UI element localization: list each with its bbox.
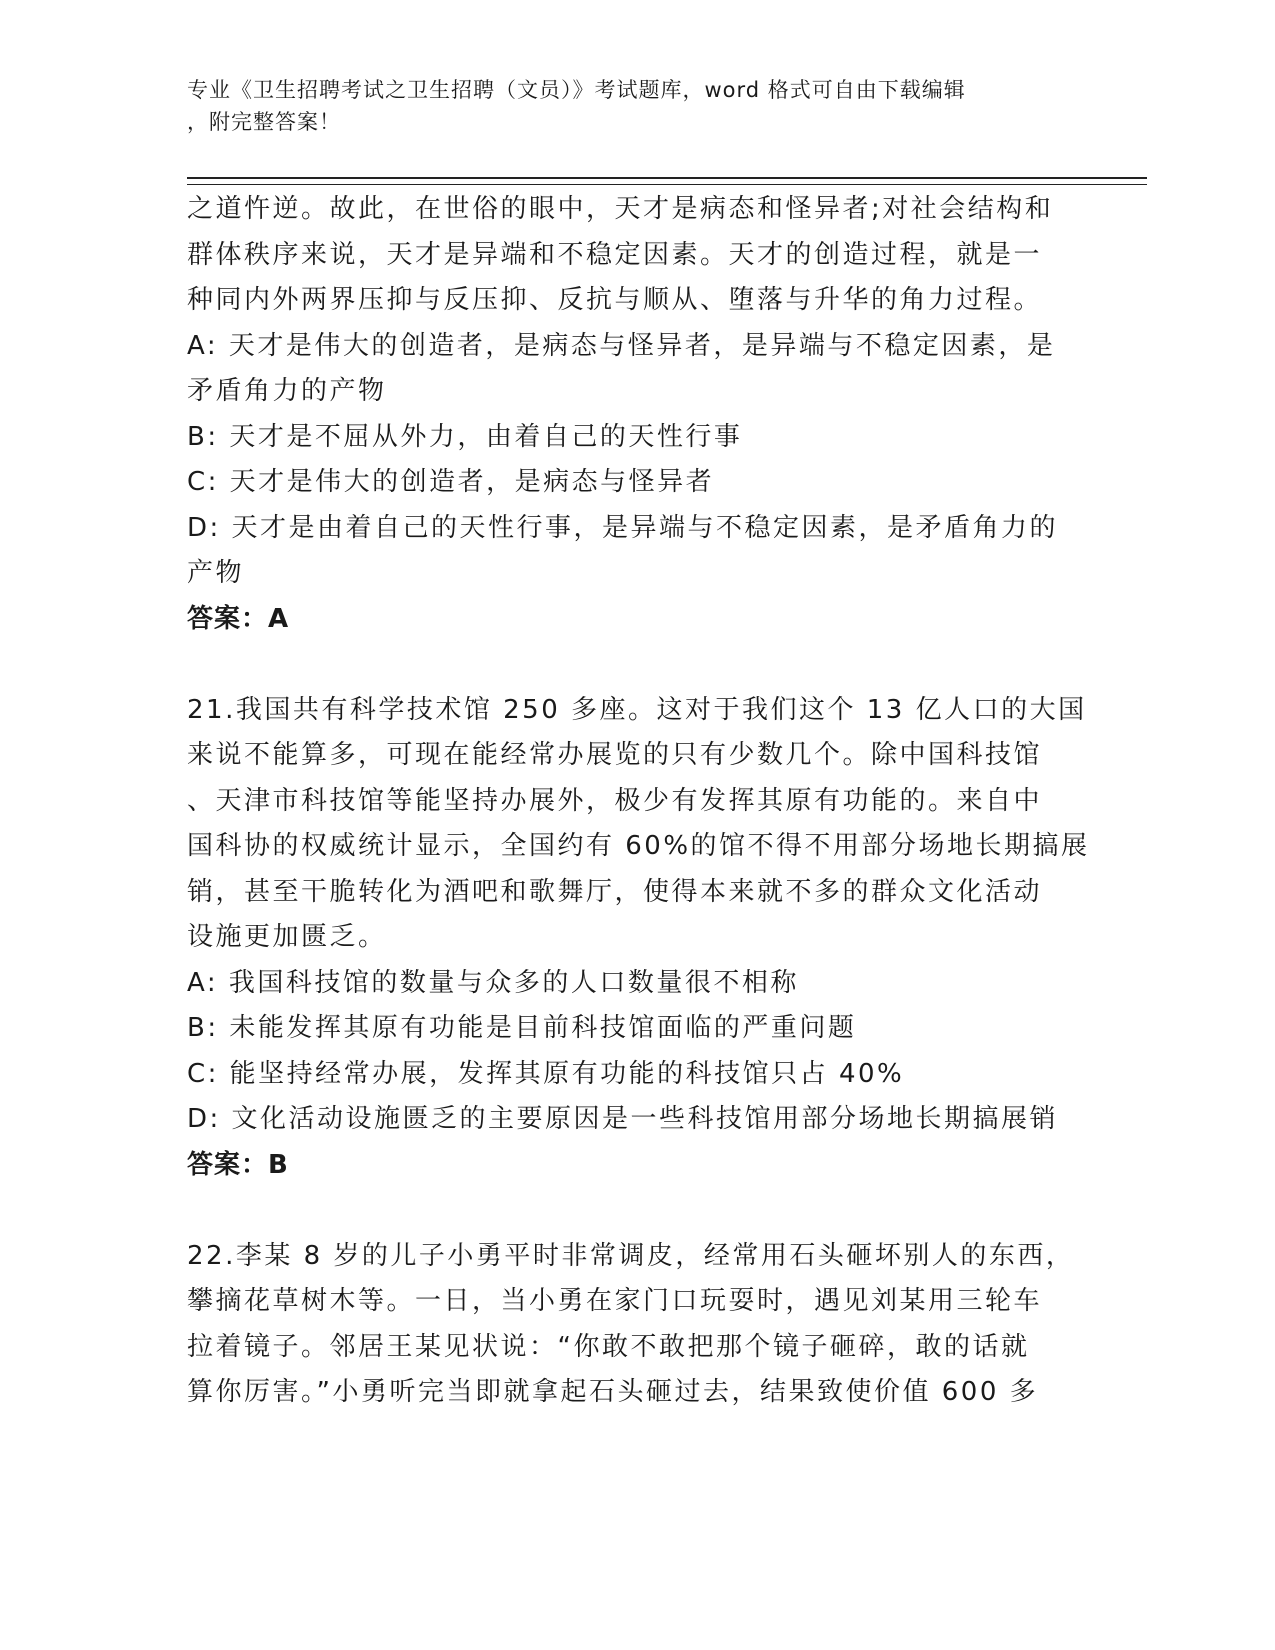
spacer — [187, 642, 1087, 688]
option-d: D: 文化活动设施匮乏的主要原因是一些科技馆用部分场地长期搞展销 — [187, 1104, 1059, 1134]
question-stem-line: 销，甚至干脆转化为酒吧和歌舞厅，使得本来就不多的群众文化活动 — [187, 876, 1043, 907]
document-header — [187, 74, 1087, 138]
question-stem-line: 拉着镜子。邻居王某见状说：“你敢不敢把那个镜子砸碎，敢的话就 — [187, 1331, 1030, 1362]
question-stem-line: 22.李某 8 岁的儿子小勇平时非常调皮，经常用石头砸坏别人的东西， — [187, 1240, 1075, 1271]
question-stem-line: 算你厉害。”小勇听完当即就拿起石头砸过去，结果致使价值 600 多 — [187, 1377, 1039, 1407]
question-stem-line: 攀摘花草树木等。一日，当小勇在家门口玩耍时，遇见刘某用三轮车 — [187, 1286, 1043, 1316]
question-stem-line: 、天津市科技馆等能坚持办展外，极少有发挥其原有功能的。来自中 — [187, 785, 1043, 816]
option-d-continued: 产物 — [187, 558, 245, 588]
answer-label: 答案：A — [187, 603, 290, 634]
question-22 — [187, 1234, 1087, 1416]
option-a: A: 天才是伟大的创造者，是病态与怪异者，是异端与不稳定因素，是 — [187, 330, 1056, 361]
question-stem-line: 群体秩序来说，天才是异端和不稳定因素。天才的创造过程，就是一 — [187, 239, 1043, 270]
question-21 — [187, 688, 1090, 1189]
question-stem-line: 21.我国共有科学技术馆 250 多座。这对于我们这个 13 亿人口的大国 — [187, 694, 1087, 725]
option-b: B: 天才是不屈从外力，由着自己的天性行事 — [187, 421, 743, 452]
spacer — [187, 1188, 1087, 1234]
header-line-1: 专业《卫生招聘考试之卫生招聘（文员）》考试题库，word 格式可自由下载编辑 — [187, 78, 966, 102]
question-stem-line: 种同内外两界压抑与反压抑、反抗与顺从、堕落与升华的角力过程。 — [187, 285, 1043, 315]
question-20 — [187, 187, 1087, 642]
answer-label: 答案：B — [187, 1149, 289, 1180]
question-stem-line: 设施更加匮乏。 — [187, 922, 387, 952]
document-body — [187, 187, 1090, 1416]
option-a-continued: 矛盾角力的产物 — [187, 376, 387, 406]
question-stem-line: 来说不能算多，可现在能经常办展览的只有少数几个。除中国科技馆 — [187, 740, 1043, 770]
option-c: C: 能坚持经常办展，发挥其原有功能的科技馆只占 40% — [187, 1058, 905, 1089]
header-divider — [187, 177, 1147, 185]
option-c: C: 天才是伟大的创造者，是病态与怪异者 — [187, 467, 715, 497]
question-stem-line: 之道忤逆。故此，在世俗的眼中，天才是病态和怪异者;对社会结构和 — [187, 194, 1054, 224]
question-stem-line: 国科协的权威统计显示，全国约有 60%的馆不得不用部分场地长期搞展 — [187, 831, 1090, 861]
option-a: A: 我国科技馆的数量与众多的人口数量很不相称 — [187, 967, 799, 998]
option-b: B: 未能发挥其原有功能是目前科技馆面临的严重问题 — [187, 1013, 857, 1043]
header-line-2: ，附完整答案！ — [187, 110, 341, 134]
option-d: D: 天才是由着自己的天性行事，是异端与不稳定因素，是矛盾角力的 — [187, 512, 1059, 543]
